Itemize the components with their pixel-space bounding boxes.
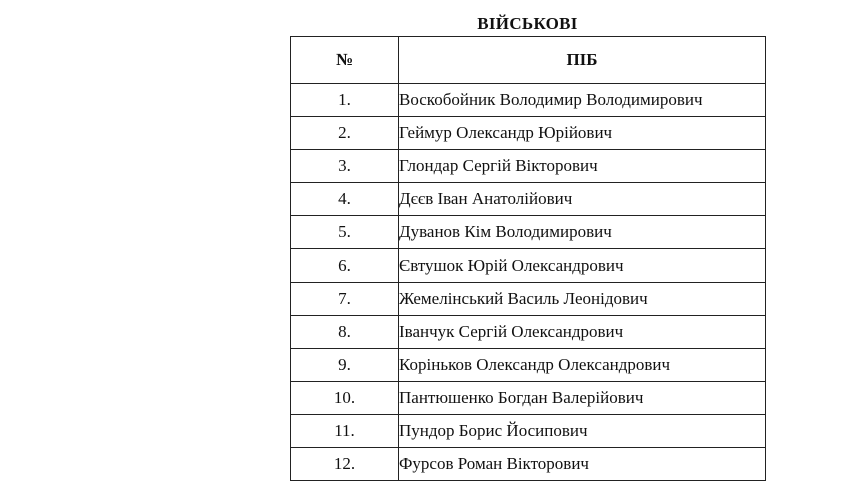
person-name: Воскобойник Володимир Володимирович xyxy=(399,84,766,117)
person-name: Коріньков Олександр Олександрович xyxy=(399,348,766,381)
table-header-row xyxy=(291,37,766,84)
row-number: 6. xyxy=(291,249,399,282)
table-row xyxy=(291,381,766,414)
number-column-header: № xyxy=(291,37,399,84)
table-row xyxy=(291,348,766,381)
row-number: 1. xyxy=(291,84,399,117)
person-name: Дуванов Кім Володимирович xyxy=(399,216,766,249)
table-row xyxy=(291,315,766,348)
table-row xyxy=(291,183,766,216)
row-number: 11. xyxy=(291,414,399,447)
table-row xyxy=(291,150,766,183)
person-name: Фурсов Роман Вікторович xyxy=(399,448,766,481)
person-name: Пантюшенко Богдан Валерійович xyxy=(399,381,766,414)
table-row xyxy=(291,448,766,481)
row-number: 4. xyxy=(291,183,399,216)
table-row xyxy=(291,84,766,117)
person-name: Євтушок Юрій Олександрович xyxy=(399,249,766,282)
person-name: Жемелінський Василь Леонідович xyxy=(399,282,766,315)
table-row xyxy=(291,414,766,447)
table-row xyxy=(291,282,766,315)
table-row xyxy=(291,249,766,282)
row-number: 7. xyxy=(291,282,399,315)
person-name: Геймур Олександр Юрійович xyxy=(399,117,766,150)
personnel-table xyxy=(290,36,766,481)
row-number: 10. xyxy=(291,381,399,414)
row-number: 8. xyxy=(291,315,399,348)
row-number: 12. xyxy=(291,448,399,481)
person-name: Пундор Борис Йосипович xyxy=(399,414,766,447)
table-row xyxy=(291,117,766,150)
row-number: 2. xyxy=(291,117,399,150)
row-number: 5. xyxy=(291,216,399,249)
table-row xyxy=(291,216,766,249)
row-number: 3. xyxy=(291,150,399,183)
row-number: 9. xyxy=(291,348,399,381)
document-title: ВІЙСЬКОВІ xyxy=(477,14,578,33)
name-column-header: ПІБ xyxy=(399,37,766,84)
person-name: Дєєв Іван Анатолійович xyxy=(399,183,766,216)
person-name: Іванчук Сергій Олександрович xyxy=(399,315,766,348)
person-name: Глондар Сергій Вікторович xyxy=(399,150,766,183)
